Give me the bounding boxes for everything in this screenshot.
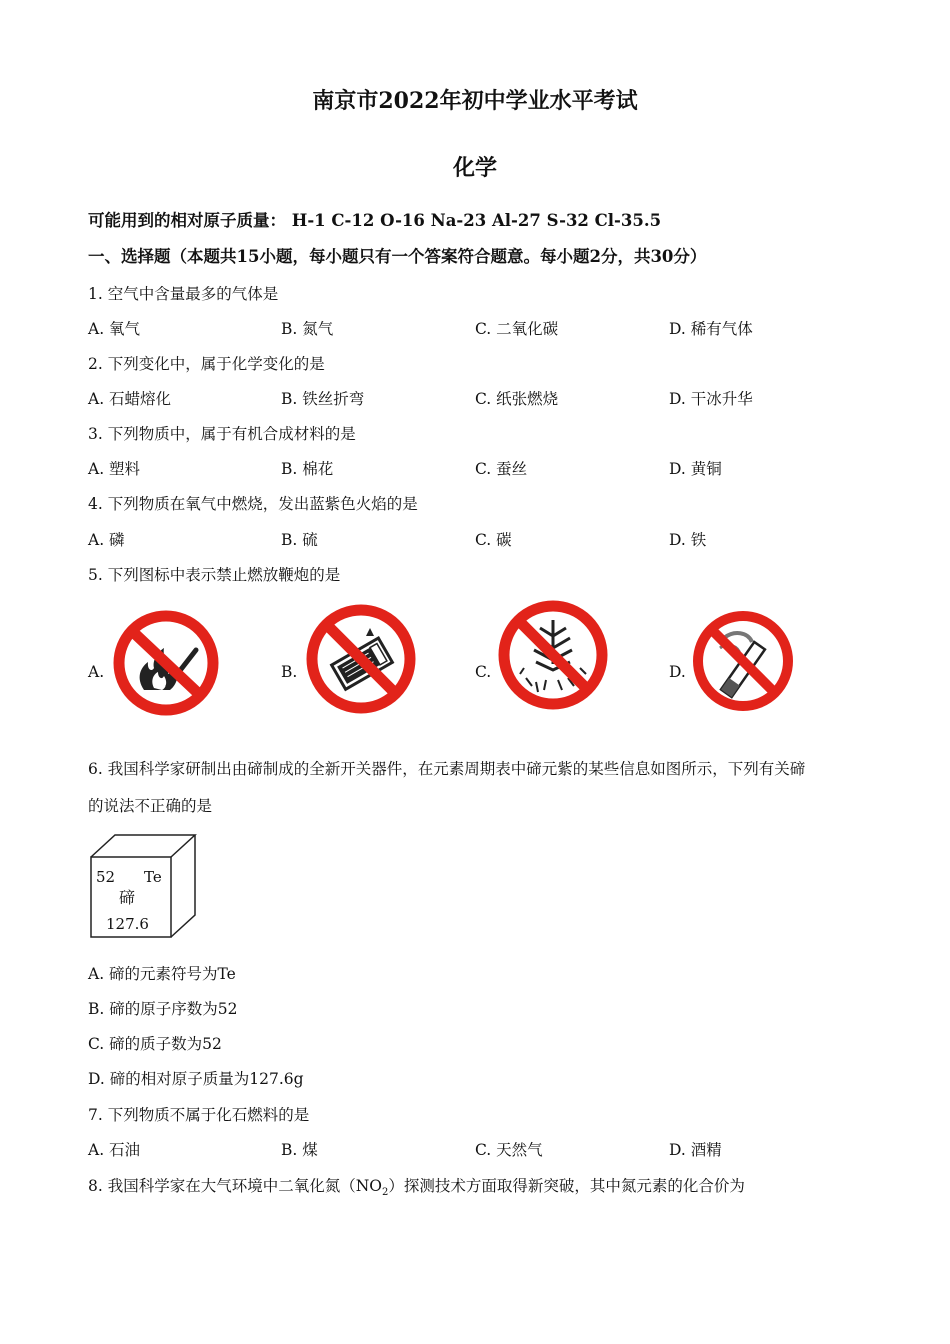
q7-stem: 7. 下列物质不属于化石燃料的是 — [88, 1106, 310, 1124]
q6-option-c: C. 碲的质子数为52 — [88, 1035, 222, 1053]
subject-title: 化学 — [452, 155, 497, 181]
q3-option-b: B. 棉花 — [281, 460, 334, 478]
q5-stem: 5. 下列图标中表示禁止燃放鞭炮的是 — [88, 566, 341, 584]
q1-option-d: D. 稀有气体 — [669, 320, 753, 338]
q1-option-a: A. 氧气 — [88, 320, 141, 338]
q5-option-a: A. — [88, 663, 105, 681]
q6-option-d: D. 碲的相对原子质量为127.6g — [88, 1070, 304, 1088]
no-fireworks-icon — [496, 598, 610, 712]
q8-stem — [88, 1176, 745, 1199]
q2-stem: 2. 下列变化中，属于化学变化的是 — [88, 355, 325, 373]
exam-title: 南京市2022年初中学业水平考试 — [312, 88, 638, 114]
no-open-flame-icon — [110, 608, 222, 718]
q6-option-b: B. 碲的原子序数为52 — [88, 1000, 238, 1018]
q8-stem-post: ）探测技术方面取得新突破，其中氮元素的化合价为 — [388, 1177, 745, 1195]
element-name: 碲 — [119, 888, 136, 907]
q3-option-c: C. 蚕丝 — [475, 460, 528, 478]
q3-stem: 3. 下列物质中，属于有机合成材料的是 — [88, 425, 356, 443]
q3-option-a: A. 塑料 — [88, 460, 141, 478]
q4-stem: 4. 下列物质在氧气中燃烧，发出蓝紫色火焰的是 — [88, 495, 418, 513]
q1-stem: 1. 空气中含量最多的气体是 — [88, 285, 279, 303]
q2-option-c: C. 纸张燃烧 — [475, 390, 559, 408]
q4-option-b: B. 硫 — [281, 531, 318, 549]
element-mass: 127.6 — [106, 915, 149, 933]
tellurium-element-card — [88, 832, 200, 940]
no-matches-icon — [304, 602, 418, 716]
q6-option-a: A. 碲的元素符号为Te — [88, 965, 236, 983]
q5-option-c: C. — [475, 663, 492, 681]
q4-option-c: C. 碳 — [475, 531, 512, 549]
q4-option-d: D. 铁 — [669, 531, 707, 549]
atomic-masses-line: 可能用到的相对原子质量： H-1 C-12 O-16 Na-23 Al-27 S-32 Cl-35.5 — [88, 211, 662, 230]
q1-option-b: B. 氮气 — [281, 320, 334, 338]
element-symbol: Te — [144, 868, 162, 886]
q7-option-d: D. 酒精 — [669, 1141, 722, 1159]
q8-stem-pre: 8. 我国科学家在大气环境中二氧化氮（NO — [88, 1177, 382, 1195]
q5-option-b: B. — [281, 663, 298, 681]
q5-option-d: D. — [669, 663, 686, 681]
q6-stem-line1: 6. 我国科学家研制出由碲制成的全新开关器件，在元素周期表中碲元紫的某些信息如图所示，下列有关碲 — [88, 760, 806, 778]
section-heading: 一、选择题（本题共15小题，每小题只有一个答案符合题意。每小题2分，共30分） — [88, 247, 707, 266]
q1-option-c: C. 二氧化碳 — [475, 320, 559, 338]
no-smoking-icon — [690, 608, 796, 714]
element-number: 52 — [96, 868, 116, 886]
q2-option-b: B. 铁丝折弯 — [281, 390, 365, 408]
q7-option-a: A. 石油 — [88, 1141, 141, 1159]
q7-option-c: C. 天然气 — [475, 1141, 543, 1159]
q3-option-d: D. 黄铜 — [669, 460, 722, 478]
q4-option-a: A. 磷 — [88, 531, 125, 549]
q6-stem-line2: 的说法不正确的是 — [88, 797, 213, 815]
q2-option-a: A. 石蜡熔化 — [88, 390, 172, 408]
q7-option-b: B. 煤 — [281, 1141, 318, 1159]
q2-option-d: D. 干冰升华 — [669, 390, 753, 408]
q8-stem-subscript: 2 — [382, 1187, 389, 1199]
